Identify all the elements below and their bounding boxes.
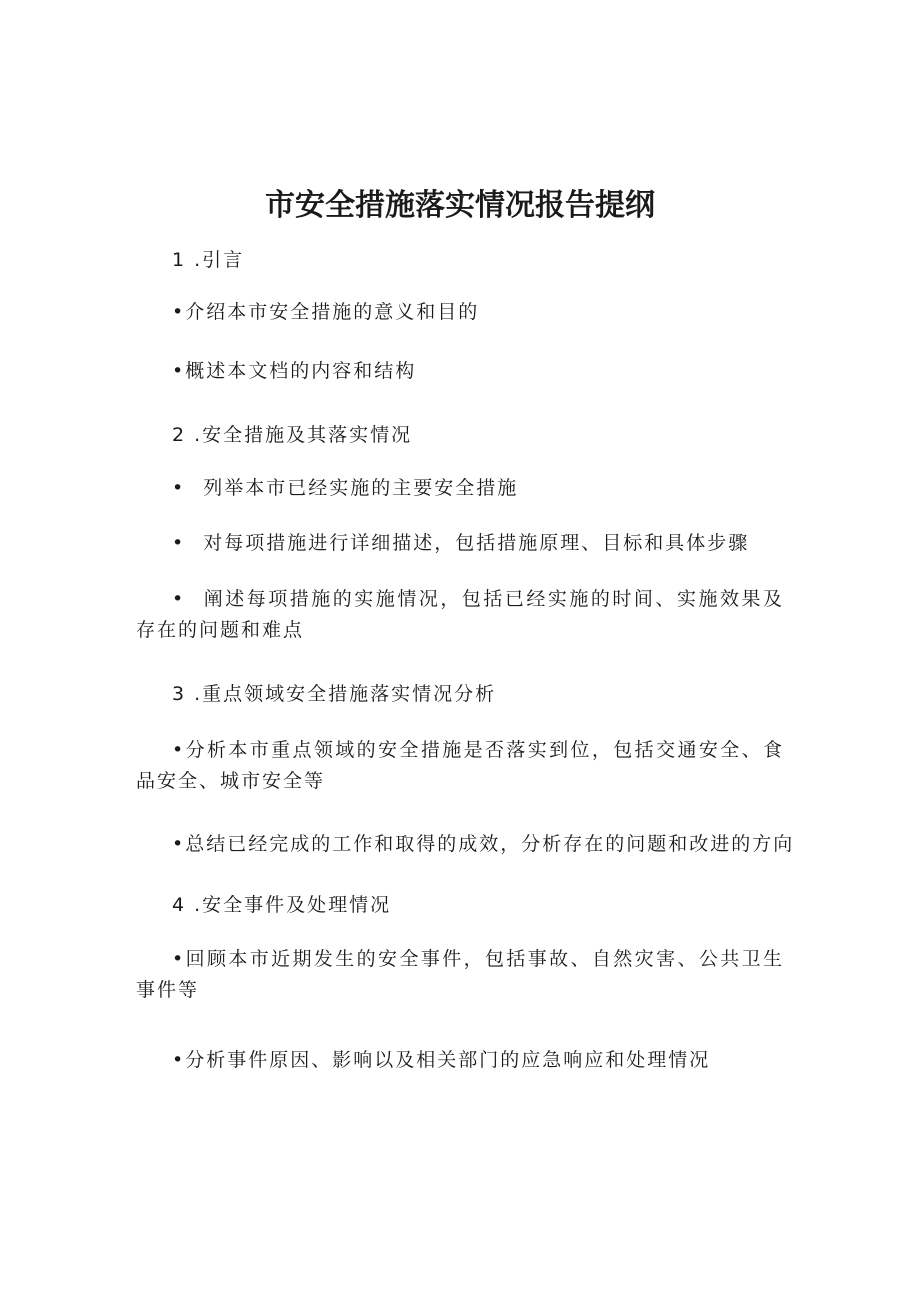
bullet-icon: • [172,477,186,499]
section-1-item-1: •介绍本市安全措施的意义和目的 [172,301,480,323]
section-2-item-1-text: 列举本市已经实施的主要安全措施 [203,477,519,499]
section-1-item-2: •概述本文档的内容和结构 [172,360,417,382]
document-title: 市安全措施落实情况报告提纲 [265,188,655,223]
section-2-item-3 [136,584,784,646]
section-2-heading: 2 .安全措施及其落实情况 [172,424,413,446]
section-2-item-2-text: 对每项措施进行详细描述，包括措施原理、目标和具体步骤 [203,532,750,554]
bullet-icon: • [172,588,186,610]
section-3-item-1: •分析本市重点领域的安全措施是否落实到位，包括交通安全、食品安全、城市安全等 [136,739,784,792]
section-2-item-1 [0,473,920,503]
section-2-item-2 [0,528,920,558]
section-1-heading: 1 .引言 [172,249,245,271]
section-4-item-1: •回顾本市近期发生的安全事件，包括事故、自然灾害、公共卫生事件等 [136,948,784,1001]
section-4-item-2: •分析事件原因、影响以及相关部门的应急响应和处理情况 [172,1049,711,1071]
section-3-item-2: •总结已经完成的工作和取得的成效，分析存在的问题和改进的方向 [172,833,795,855]
bullet-icon: • [172,532,186,554]
section-4-heading: 4 .安全事件及处理情况 [172,894,392,916]
section-3-heading: 3 .重点领域安全措施落实情况分析 [172,683,497,705]
section-2-item-3-text: 阐述每项措施的实施情况，包括已经实施的时间、实施效果及存在的问题和难点 [136,588,784,641]
